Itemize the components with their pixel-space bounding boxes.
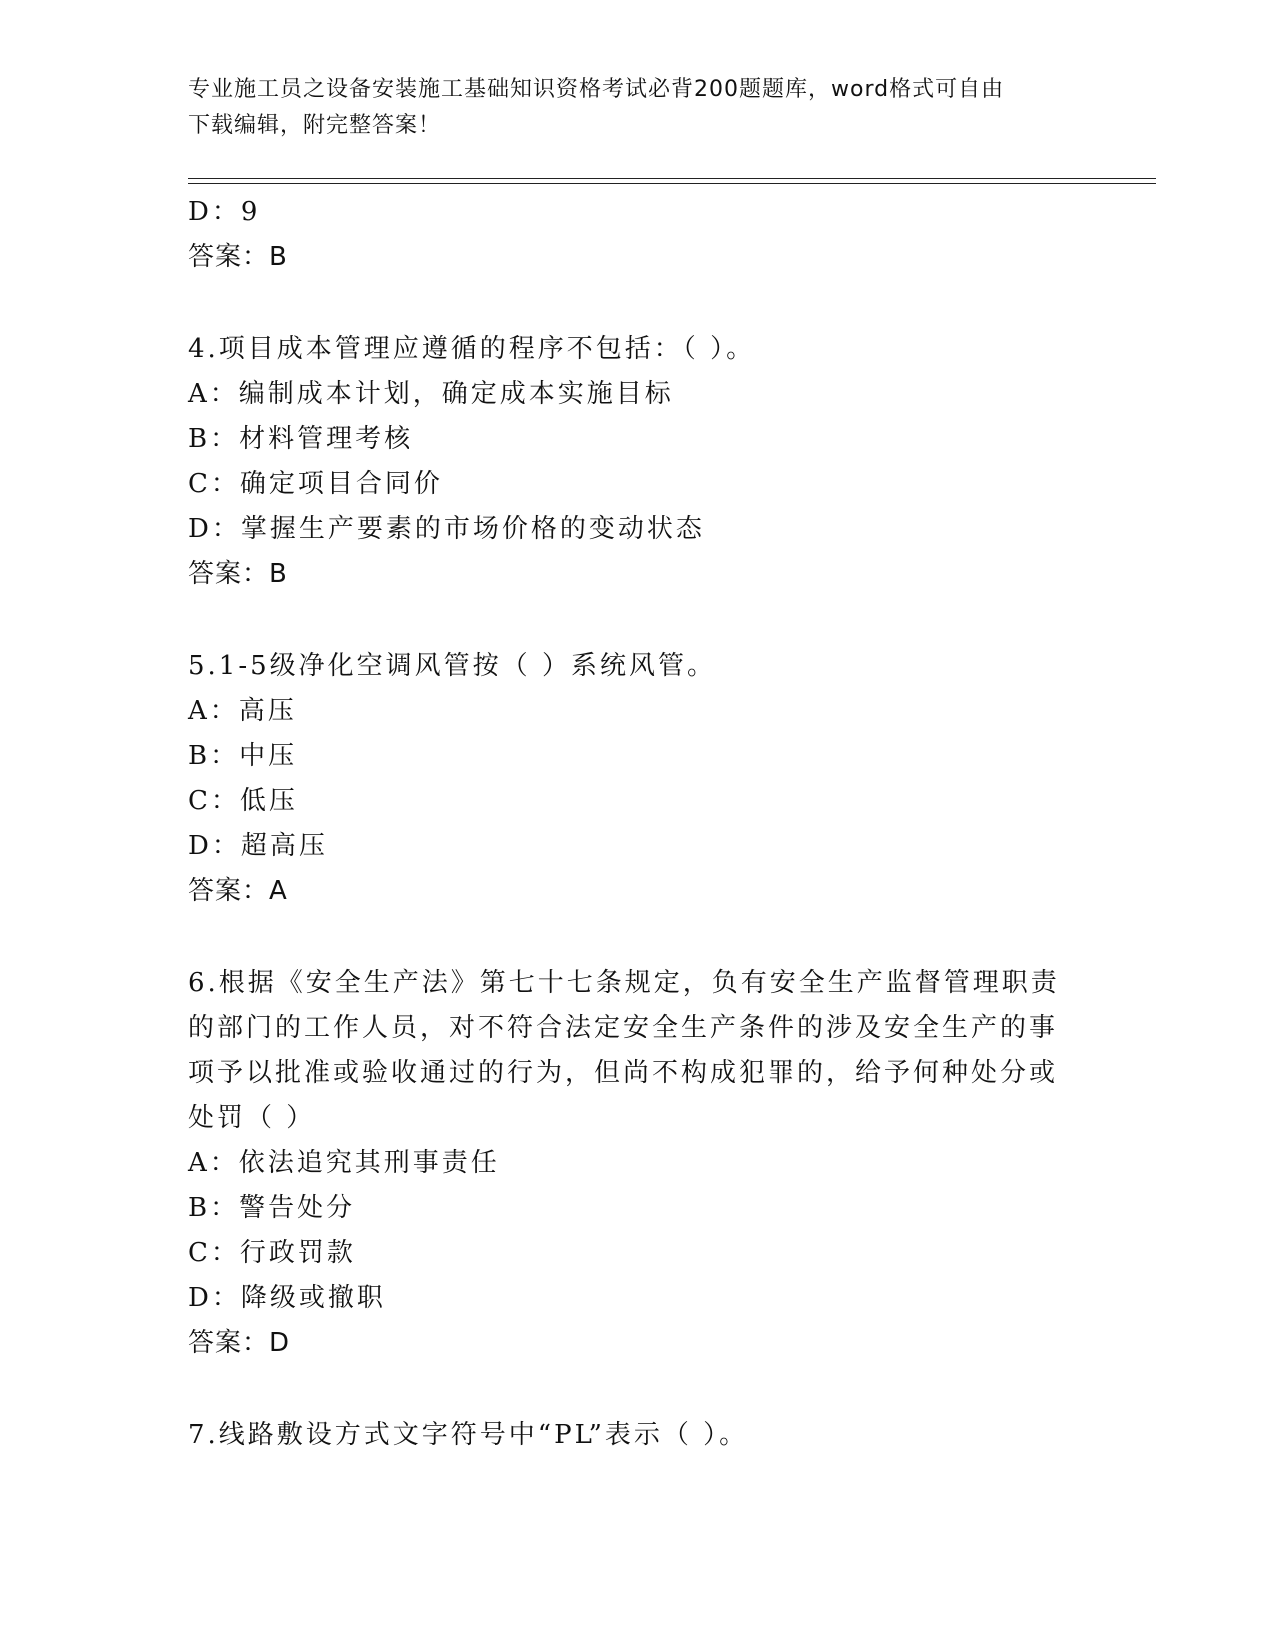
question-4-option-a: A：编制成本计划，确定成本实施目标 (188, 379, 674, 409)
question-4-option-b: B：材料管理考核 (188, 424, 414, 454)
question-6-answer: 答案：D (188, 1328, 291, 1358)
question-5-answer: 答案：A (188, 876, 288, 906)
header-title-line-1: 专业施工员之设备安装施工基础知识资格考试必背200题题库，word格式可自由 (188, 77, 1005, 102)
question-5 (188, 644, 1068, 914)
question-3-tail (188, 190, 1068, 280)
document-header (188, 72, 1068, 144)
question-6-stem-line-1: 6.根据《安全生产法》第七十七条规定，负有安全生产监督管理职责 (188, 968, 1060, 998)
question-7 (188, 1413, 1068, 1458)
header-divider-top (188, 178, 1156, 179)
question-6-option-b: B：警告处分 (188, 1193, 356, 1223)
question-5-option-a: A：高压 (188, 696, 297, 726)
question-6-stem-line-3: 项予以批准或验收通过的行为，但尚不构成犯罪的，给予何种处分或 (188, 1058, 1059, 1088)
question-5-option-d: D：超高压 (188, 831, 328, 861)
question-7-stem: 7.线路敷设方式文字符号中“PL”表示（ ）。 (188, 1420, 749, 1450)
question-3-option-d: D：9 (188, 197, 261, 227)
question-4-option-c: C：确定项目合同价 (188, 469, 443, 499)
question-list (188, 190, 1068, 1458)
question-6-option-a: A：依法追究其刑事责任 (188, 1148, 500, 1178)
question-4-stem: 4.项目成本管理应遵循的程序不包括：（ ）。 (188, 334, 756, 364)
question-5-option-c: C：低压 (188, 786, 298, 816)
question-3-answer: 答案：B (188, 242, 288, 272)
question-6-option-c: C：行政罚款 (188, 1238, 356, 1268)
header-divider-bottom (188, 183, 1156, 184)
question-6-stem-line-2: 的部门的工作人员，对不符合法定安全生产条件的涉及安全生产的事 (188, 1013, 1059, 1043)
question-6-stem-line-4: 处罚（ ） (188, 1103, 316, 1133)
header-title-line-2: 下载编辑，附完整答案！ (188, 113, 442, 138)
question-5-option-b: B：中压 (188, 741, 298, 771)
question-6-option-d: D：降级或撤职 (188, 1283, 386, 1313)
question-4-answer: 答案：B (188, 559, 288, 589)
question-4 (188, 327, 1068, 597)
question-5-stem: 5.1-5级净化空调风管按（ ）系统风管。 (188, 651, 716, 681)
question-4-option-d: D：掌握生产要素的市场价格的变动状态 (188, 514, 705, 544)
question-6 (188, 961, 1068, 1366)
